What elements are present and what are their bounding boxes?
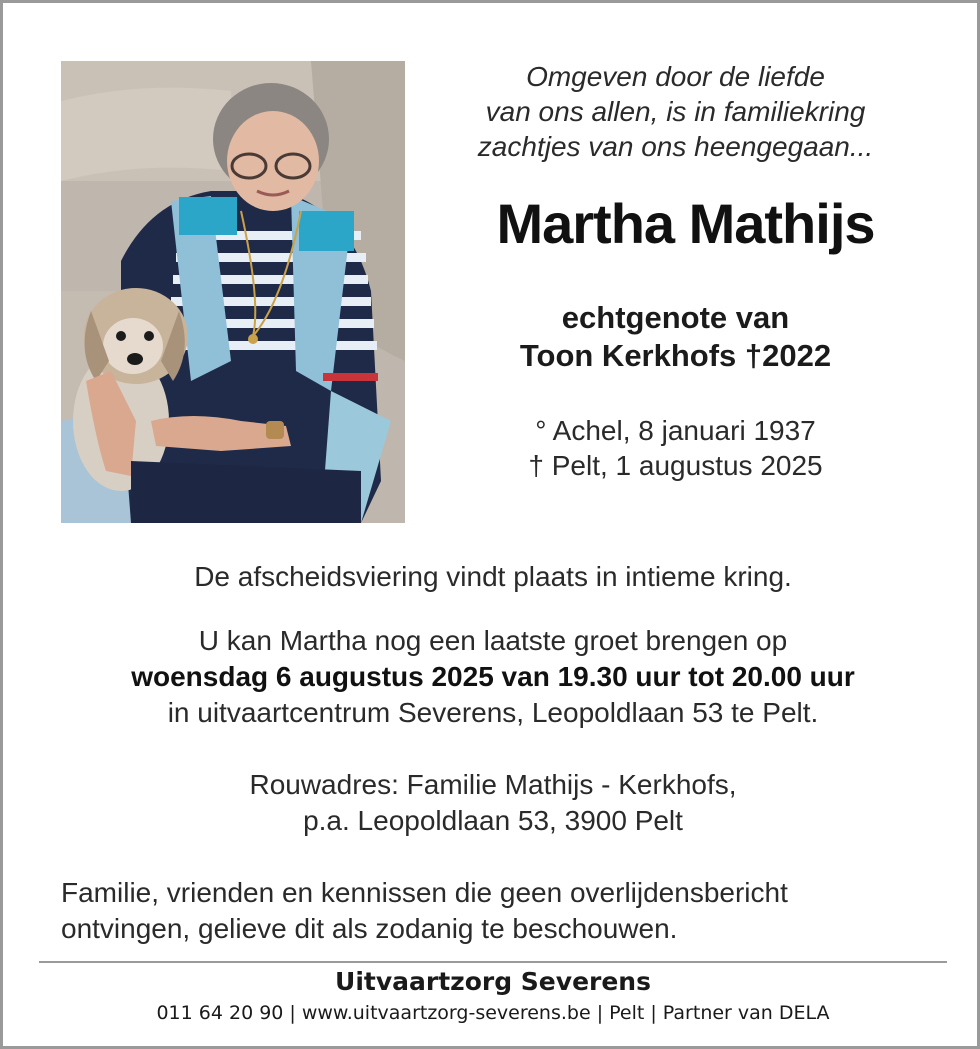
closing-line: Familie, vrienden en kennissen die geen overlijdensbericht (61, 877, 788, 908)
death-date: † Pelt, 1 augustus 2025 (528, 450, 823, 481)
funeral-company-name: Uitvaartzorg Severens (335, 967, 651, 996)
address-line: Rouwadres: Familie Mathijs - Kerkhofs, (249, 769, 737, 800)
footer-divider (39, 961, 947, 963)
address-line: p.a. Leopoldlaan 53, 3900 Pelt (303, 805, 683, 836)
closing-line: ontvingen, gelieve dit als zodanig te beschouwen. (61, 913, 678, 944)
ceremony-text: De afscheidsviering vindt plaats in intieme kring. (194, 561, 792, 592)
funeral-company-contact: 011 64 20 90 | www.uitvaartzorg-severens.be | Pelt | Partner van DELA (156, 1002, 830, 1024)
visit-block (43, 623, 943, 731)
intro-line: Omgeven door de liefde (526, 61, 825, 92)
relation-text: echtgenote van (561, 300, 790, 335)
intro-line: zachtjes van ons heengegaan... (477, 131, 874, 162)
visit-location: in uitvaartcentrum Severens, Leopoldlaan 53 te Pelt. (167, 697, 819, 728)
birth-date: ° Achel, 8 januari 1937 (535, 415, 816, 446)
closing-text (61, 875, 931, 947)
spouse-block (423, 299, 928, 375)
visit-datetime: woensdag 6 augustus 2025 van 19.30 uur tot 20.00 uur (131, 661, 855, 692)
intro-text (423, 59, 928, 164)
visit-line: U kan Martha nog een laatste groet brengen op (198, 625, 788, 656)
intro-line: van ons allen, is in familiekring (485, 96, 866, 127)
spouse-name: Toon Kerkhofs †2022 (519, 338, 832, 373)
deceased-name: Martha Mathijs (496, 192, 875, 255)
life-dates (423, 413, 928, 483)
address-block (43, 767, 943, 839)
portrait-photo (61, 61, 405, 523)
